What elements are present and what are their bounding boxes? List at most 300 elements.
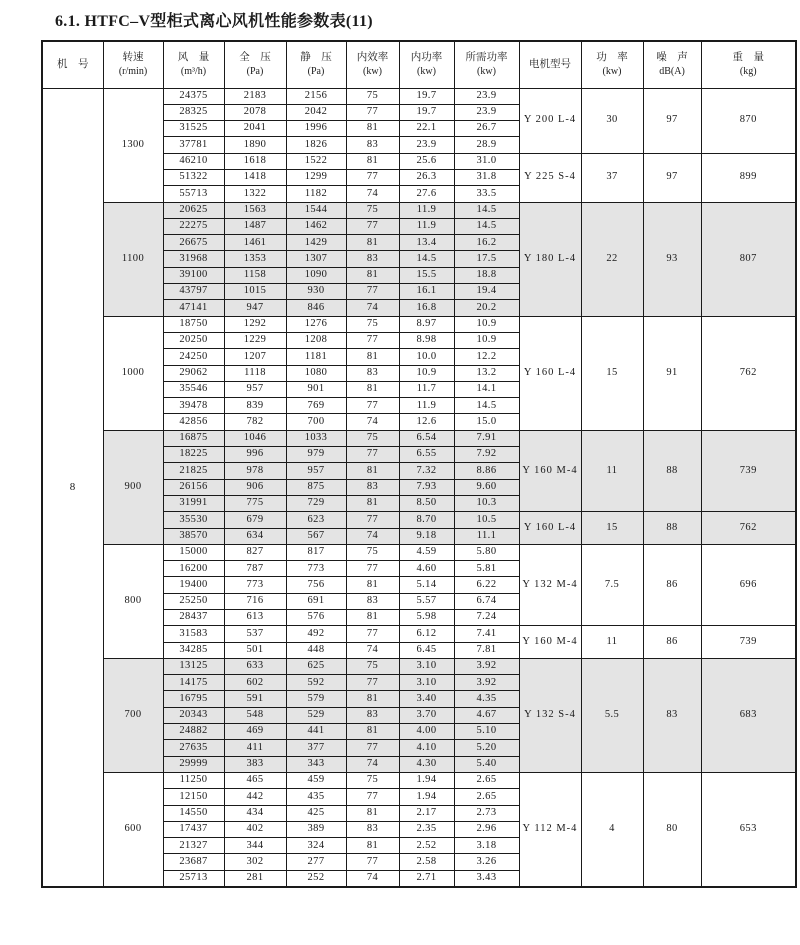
required-power-cell: 20.2 [454, 300, 519, 316]
flow-cell: 14550 [163, 805, 224, 821]
column-header-6 [346, 41, 399, 88]
internal-power-cell: 2.58 [399, 854, 454, 870]
flow-cell: 39100 [163, 267, 224, 283]
static-pressure-cell: 529 [286, 707, 346, 723]
flow-cell: 39478 [163, 398, 224, 414]
static-pressure-cell: 1429 [286, 235, 346, 251]
efficiency-cell: 74 [346, 300, 399, 316]
required-power-cell: 7.81 [454, 642, 519, 658]
required-power-cell: 4.67 [454, 707, 519, 723]
total-pressure-cell: 1229 [224, 332, 286, 348]
internal-power-cell: 16.1 [399, 284, 454, 300]
motor-model-cell: Y 180 L-4 [519, 202, 581, 316]
internal-power-cell: 1.94 [399, 789, 454, 805]
column-header-11 [643, 41, 701, 88]
flow-cell: 35530 [163, 512, 224, 528]
flow-cell: 14175 [163, 675, 224, 691]
internal-power-cell: 7.32 [399, 463, 454, 479]
noise-cell: 93 [643, 202, 701, 316]
internal-power-cell: 5.98 [399, 610, 454, 626]
static-pressure-cell: 700 [286, 414, 346, 430]
required-power-cell: 14.5 [454, 398, 519, 414]
flow-cell: 20250 [163, 332, 224, 348]
flow-cell: 46210 [163, 153, 224, 169]
flow-cell: 16200 [163, 561, 224, 577]
total-pressure-cell: 602 [224, 675, 286, 691]
efficiency-cell: 74 [346, 756, 399, 772]
internal-power-cell: 19.7 [399, 104, 454, 120]
efficiency-cell: 83 [346, 821, 399, 837]
total-pressure-cell: 1118 [224, 365, 286, 381]
static-pressure-cell: 625 [286, 658, 346, 674]
motor-power-cell: 5.5 [581, 658, 643, 772]
efficiency-cell: 74 [346, 870, 399, 886]
static-pressure-cell: 252 [286, 870, 346, 886]
required-power-cell: 5.81 [454, 561, 519, 577]
weight-cell: 762 [701, 512, 796, 545]
total-pressure-cell: 2078 [224, 104, 286, 120]
column-unit: (kw) [477, 66, 496, 78]
required-power-cell: 6.74 [454, 593, 519, 609]
column-unit: (Pa) [246, 66, 264, 78]
noise-cell: 88 [643, 430, 701, 511]
flow-cell: 31968 [163, 251, 224, 267]
static-pressure-cell: 2156 [286, 88, 346, 104]
weight-cell: 683 [701, 658, 796, 772]
total-pressure-cell: 1046 [224, 430, 286, 446]
efficiency-cell: 83 [346, 593, 399, 609]
page-title: 6.1. HTFC–V型柜式离心风机性能参数表(11) [55, 13, 373, 30]
required-power-cell: 10.9 [454, 332, 519, 348]
internal-power-cell: 5.57 [399, 593, 454, 609]
column-unit: (r/min) [118, 66, 148, 78]
total-pressure-cell: 613 [224, 610, 286, 626]
static-pressure-cell: 773 [286, 561, 346, 577]
column-unit: (kw) [363, 66, 382, 78]
total-pressure-cell: 537 [224, 626, 286, 642]
motor-model-cell: Y 160 L-4 [519, 316, 581, 430]
total-pressure-cell: 344 [224, 838, 286, 854]
total-pressure-cell: 442 [224, 789, 286, 805]
required-power-cell: 7.41 [454, 626, 519, 642]
header-row [42, 41, 796, 88]
static-pressure-cell: 901 [286, 381, 346, 397]
speed-cell: 800 [103, 544, 163, 658]
flow-cell: 16875 [163, 430, 224, 446]
column-label: 转速 [122, 51, 144, 63]
efficiency-cell: 81 [346, 495, 399, 511]
total-pressure-cell: 679 [224, 512, 286, 528]
static-pressure-cell: 389 [286, 821, 346, 837]
efficiency-cell: 81 [346, 838, 399, 854]
internal-power-cell: 4.10 [399, 740, 454, 756]
static-pressure-cell: 567 [286, 528, 346, 544]
required-power-cell: 3.18 [454, 838, 519, 854]
total-pressure-cell: 773 [224, 577, 286, 593]
flow-cell: 27635 [163, 740, 224, 756]
column-unit: (kw) [417, 66, 436, 78]
speed-cell: 900 [103, 430, 163, 544]
internal-power-cell: 14.5 [399, 251, 454, 267]
internal-power-cell: 23.9 [399, 137, 454, 153]
column-unit: dB(A) [659, 66, 685, 78]
efficiency-cell: 77 [346, 447, 399, 463]
internal-power-cell: 11.9 [399, 218, 454, 234]
static-pressure-cell: 769 [286, 398, 346, 414]
flow-cell: 20343 [163, 707, 224, 723]
required-power-cell: 7.91 [454, 430, 519, 446]
column-label: 所需功率 [465, 51, 508, 63]
flow-cell: 47141 [163, 300, 224, 316]
efficiency-cell: 74 [346, 186, 399, 202]
efficiency-cell: 77 [346, 284, 399, 300]
static-pressure-cell: 729 [286, 495, 346, 511]
efficiency-cell: 77 [346, 740, 399, 756]
total-pressure-cell: 434 [224, 805, 286, 821]
static-pressure-cell: 1544 [286, 202, 346, 218]
required-power-cell: 7.24 [454, 610, 519, 626]
efficiency-cell: 77 [346, 561, 399, 577]
required-power-cell: 3.92 [454, 658, 519, 674]
flow-cell: 25713 [163, 870, 224, 886]
internal-power-cell: 6.45 [399, 642, 454, 658]
total-pressure-cell: 302 [224, 854, 286, 870]
column-label: 机 号 [57, 58, 89, 70]
efficiency-cell: 83 [346, 479, 399, 495]
internal-power-cell: 3.70 [399, 707, 454, 723]
required-power-cell: 28.9 [454, 137, 519, 153]
static-pressure-cell: 691 [286, 593, 346, 609]
internal-power-cell: 16.8 [399, 300, 454, 316]
static-pressure-cell: 343 [286, 756, 346, 772]
static-pressure-cell: 930 [286, 284, 346, 300]
flow-cell: 55713 [163, 186, 224, 202]
flow-cell: 20625 [163, 202, 224, 218]
flow-cell: 38570 [163, 528, 224, 544]
motor-power-cell: 30 [581, 88, 643, 153]
efficiency-cell: 77 [346, 854, 399, 870]
noise-cell: 97 [643, 153, 701, 202]
required-power-cell: 12.2 [454, 349, 519, 365]
noise-cell: 80 [643, 772, 701, 886]
total-pressure-cell: 827 [224, 544, 286, 560]
static-pressure-cell: 875 [286, 479, 346, 495]
internal-power-cell: 1.94 [399, 772, 454, 788]
column-label: 电机型号 [529, 58, 571, 70]
efficiency-cell: 81 [346, 724, 399, 740]
total-pressure-cell: 465 [224, 772, 286, 788]
flow-cell: 29062 [163, 365, 224, 381]
static-pressure-cell: 1090 [286, 267, 346, 283]
total-pressure-cell: 634 [224, 528, 286, 544]
static-pressure-cell: 592 [286, 675, 346, 691]
internal-power-cell: 8.97 [399, 316, 454, 332]
internal-power-cell: 4.60 [399, 561, 454, 577]
table-header [42, 41, 796, 88]
total-pressure-cell: 1015 [224, 284, 286, 300]
weight-cell: 899 [701, 153, 796, 202]
internal-power-cell: 8.70 [399, 512, 454, 528]
efficiency-cell: 81 [346, 691, 399, 707]
total-pressure-cell: 591 [224, 691, 286, 707]
column-header-5 [286, 41, 346, 88]
flow-cell: 15000 [163, 544, 224, 560]
internal-power-cell: 9.18 [399, 528, 454, 544]
efficiency-cell: 81 [346, 463, 399, 479]
column-label: 噪 声 [656, 51, 688, 63]
required-power-cell: 14.5 [454, 202, 519, 218]
weight-cell: 696 [701, 544, 796, 625]
motor-power-cell: 4 [581, 772, 643, 886]
internal-power-cell: 6.12 [399, 626, 454, 642]
total-pressure-cell: 1292 [224, 316, 286, 332]
required-power-cell: 10.9 [454, 316, 519, 332]
efficiency-cell: 77 [346, 789, 399, 805]
internal-power-cell: 2.35 [399, 821, 454, 837]
efficiency-cell: 75 [346, 544, 399, 560]
static-pressure-cell: 1996 [286, 121, 346, 137]
efficiency-cell: 83 [346, 365, 399, 381]
column-unit: (Pa) [307, 66, 325, 78]
column-label: 风 量 [177, 51, 210, 63]
motor-power-cell: 15 [581, 316, 643, 430]
flow-cell: 25250 [163, 593, 224, 609]
internal-power-cell: 12.6 [399, 414, 454, 430]
total-pressure-cell: 1461 [224, 235, 286, 251]
efficiency-cell: 74 [346, 642, 399, 658]
weight-cell: 653 [701, 772, 796, 886]
speed-cell: 600 [103, 772, 163, 886]
required-power-cell: 2.73 [454, 805, 519, 821]
internal-power-cell: 5.14 [399, 577, 454, 593]
noise-cell: 91 [643, 316, 701, 430]
internal-power-cell: 25.6 [399, 153, 454, 169]
motor-power-cell: 22 [581, 202, 643, 316]
internal-power-cell: 11.9 [399, 202, 454, 218]
column-header-9 [519, 41, 581, 88]
efficiency-cell: 77 [346, 332, 399, 348]
total-pressure-cell: 1207 [224, 349, 286, 365]
internal-power-cell: 4.00 [399, 724, 454, 740]
static-pressure-cell: 441 [286, 724, 346, 740]
efficiency-cell: 81 [346, 121, 399, 137]
total-pressure-cell: 787 [224, 561, 286, 577]
column-header-2 [103, 41, 163, 88]
flow-cell: 23687 [163, 854, 224, 870]
static-pressure-cell: 1826 [286, 137, 346, 153]
efficiency-cell: 81 [346, 805, 399, 821]
total-pressure-cell: 957 [224, 381, 286, 397]
efficiency-cell: 77 [346, 626, 399, 642]
internal-power-cell: 11.9 [399, 398, 454, 414]
static-pressure-cell: 957 [286, 463, 346, 479]
total-pressure-cell: 947 [224, 300, 286, 316]
static-pressure-cell: 1522 [286, 153, 346, 169]
efficiency-cell: 74 [346, 414, 399, 430]
weight-cell: 739 [701, 626, 796, 659]
static-pressure-cell: 2042 [286, 104, 346, 120]
motor-model-cell: Y 132 S-4 [519, 658, 581, 772]
speed-cell: 1100 [103, 202, 163, 316]
static-pressure-cell: 846 [286, 300, 346, 316]
efficiency-cell: 75 [346, 88, 399, 104]
internal-power-cell: 13.4 [399, 235, 454, 251]
motor-power-cell: 15 [581, 512, 643, 545]
fan-parameters-table [41, 40, 797, 888]
total-pressure-cell: 383 [224, 756, 286, 772]
efficiency-cell: 75 [346, 658, 399, 674]
static-pressure-cell: 448 [286, 642, 346, 658]
table-row [42, 202, 796, 218]
static-pressure-cell: 1208 [286, 332, 346, 348]
internal-power-cell: 2.17 [399, 805, 454, 821]
static-pressure-cell: 492 [286, 626, 346, 642]
flow-cell: 16795 [163, 691, 224, 707]
flow-cell: 24250 [163, 349, 224, 365]
flow-cell: 24375 [163, 88, 224, 104]
internal-power-cell: 8.50 [399, 495, 454, 511]
required-power-cell: 2.96 [454, 821, 519, 837]
efficiency-cell: 81 [346, 267, 399, 283]
required-power-cell: 31.8 [454, 169, 519, 185]
required-power-cell: 18.8 [454, 267, 519, 283]
static-pressure-cell: 459 [286, 772, 346, 788]
static-pressure-cell: 817 [286, 544, 346, 560]
weight-cell: 762 [701, 316, 796, 430]
noise-cell: 97 [643, 88, 701, 153]
internal-power-cell: 3.10 [399, 658, 454, 674]
noise-cell: 86 [643, 544, 701, 625]
efficiency-cell: 83 [346, 137, 399, 153]
total-pressure-cell: 716 [224, 593, 286, 609]
static-pressure-cell: 979 [286, 447, 346, 463]
total-pressure-cell: 633 [224, 658, 286, 674]
flow-cell: 34285 [163, 642, 224, 658]
required-power-cell: 5.80 [454, 544, 519, 560]
static-pressure-cell: 425 [286, 805, 346, 821]
static-pressure-cell: 377 [286, 740, 346, 756]
flow-cell: 21327 [163, 838, 224, 854]
internal-power-cell: 4.30 [399, 756, 454, 772]
static-pressure-cell: 623 [286, 512, 346, 528]
static-pressure-cell: 756 [286, 577, 346, 593]
flow-cell: 28325 [163, 104, 224, 120]
internal-power-cell: 10.9 [399, 365, 454, 381]
required-power-cell: 8.86 [454, 463, 519, 479]
required-power-cell: 16.2 [454, 235, 519, 251]
required-power-cell: 15.0 [454, 414, 519, 430]
table-row [42, 544, 796, 560]
total-pressure-cell: 1158 [224, 267, 286, 283]
efficiency-cell: 81 [346, 153, 399, 169]
column-header-3 [163, 41, 224, 88]
total-pressure-cell: 978 [224, 463, 286, 479]
efficiency-cell: 81 [346, 381, 399, 397]
flow-cell: 51322 [163, 169, 224, 185]
internal-power-cell: 10.0 [399, 349, 454, 365]
table-row [42, 430, 796, 446]
static-pressure-cell: 576 [286, 610, 346, 626]
required-power-cell: 14.5 [454, 218, 519, 234]
column-header-8 [454, 41, 519, 88]
efficiency-cell: 75 [346, 316, 399, 332]
motor-power-cell: 11 [581, 626, 643, 659]
required-power-cell: 2.65 [454, 772, 519, 788]
internal-power-cell: 27.6 [399, 186, 454, 202]
flow-cell: 31991 [163, 495, 224, 511]
efficiency-cell: 77 [346, 218, 399, 234]
efficiency-cell: 75 [346, 772, 399, 788]
column-label: 全 压 [239, 51, 271, 63]
efficiency-cell: 81 [346, 577, 399, 593]
efficiency-cell: 83 [346, 251, 399, 267]
static-pressure-cell: 1181 [286, 349, 346, 365]
flow-cell: 17437 [163, 821, 224, 837]
static-pressure-cell: 1462 [286, 218, 346, 234]
static-pressure-cell: 324 [286, 838, 346, 854]
table-row [42, 772, 796, 788]
column-header-1 [42, 41, 103, 88]
flow-cell: 28437 [163, 610, 224, 626]
total-pressure-cell: 402 [224, 821, 286, 837]
efficiency-cell: 77 [346, 675, 399, 691]
noise-cell: 83 [643, 658, 701, 772]
flow-cell: 42856 [163, 414, 224, 430]
motor-power-cell: 11 [581, 430, 643, 511]
column-unit: (kw) [602, 66, 622, 78]
motor-model-cell: Y 160 M-4 [519, 430, 581, 511]
required-power-cell: 3.26 [454, 854, 519, 870]
motor-power-cell: 7.5 [581, 544, 643, 625]
efficiency-cell: 77 [346, 104, 399, 120]
efficiency-cell: 83 [346, 707, 399, 723]
total-pressure-cell: 2183 [224, 88, 286, 104]
efficiency-cell: 77 [346, 512, 399, 528]
flow-cell: 19400 [163, 577, 224, 593]
speed-cell: 1300 [103, 88, 163, 202]
required-power-cell: 17.5 [454, 251, 519, 267]
column-label: 静 压 [300, 51, 332, 63]
column-label: 内功率 [410, 51, 443, 63]
flow-cell: 35546 [163, 381, 224, 397]
static-pressure-cell: 435 [286, 789, 346, 805]
column-label: 内效率 [356, 51, 389, 63]
flow-cell: 18225 [163, 447, 224, 463]
total-pressure-cell: 906 [224, 479, 286, 495]
total-pressure-cell: 1618 [224, 153, 286, 169]
column-unit: (m³/h) [180, 66, 207, 78]
total-pressure-cell: 1890 [224, 137, 286, 153]
motor-model-cell: Y 160 M-4 [519, 626, 581, 659]
total-pressure-cell: 501 [224, 642, 286, 658]
flow-cell: 29999 [163, 756, 224, 772]
motor-model-cell: Y 112 M-4 [519, 772, 581, 886]
total-pressure-cell: 782 [224, 414, 286, 430]
column-label: 功 率 [596, 51, 628, 63]
total-pressure-cell: 839 [224, 398, 286, 414]
internal-power-cell: 15.5 [399, 267, 454, 283]
required-power-cell: 13.2 [454, 365, 519, 381]
efficiency-cell: 81 [346, 235, 399, 251]
required-power-cell: 23.9 [454, 104, 519, 120]
total-pressure-cell: 548 [224, 707, 286, 723]
required-power-cell: 5.40 [454, 756, 519, 772]
weight-cell: 807 [701, 202, 796, 316]
required-power-cell: 10.3 [454, 495, 519, 511]
internal-power-cell: 2.52 [399, 838, 454, 854]
required-power-cell: 26.7 [454, 121, 519, 137]
total-pressure-cell: 1322 [224, 186, 286, 202]
